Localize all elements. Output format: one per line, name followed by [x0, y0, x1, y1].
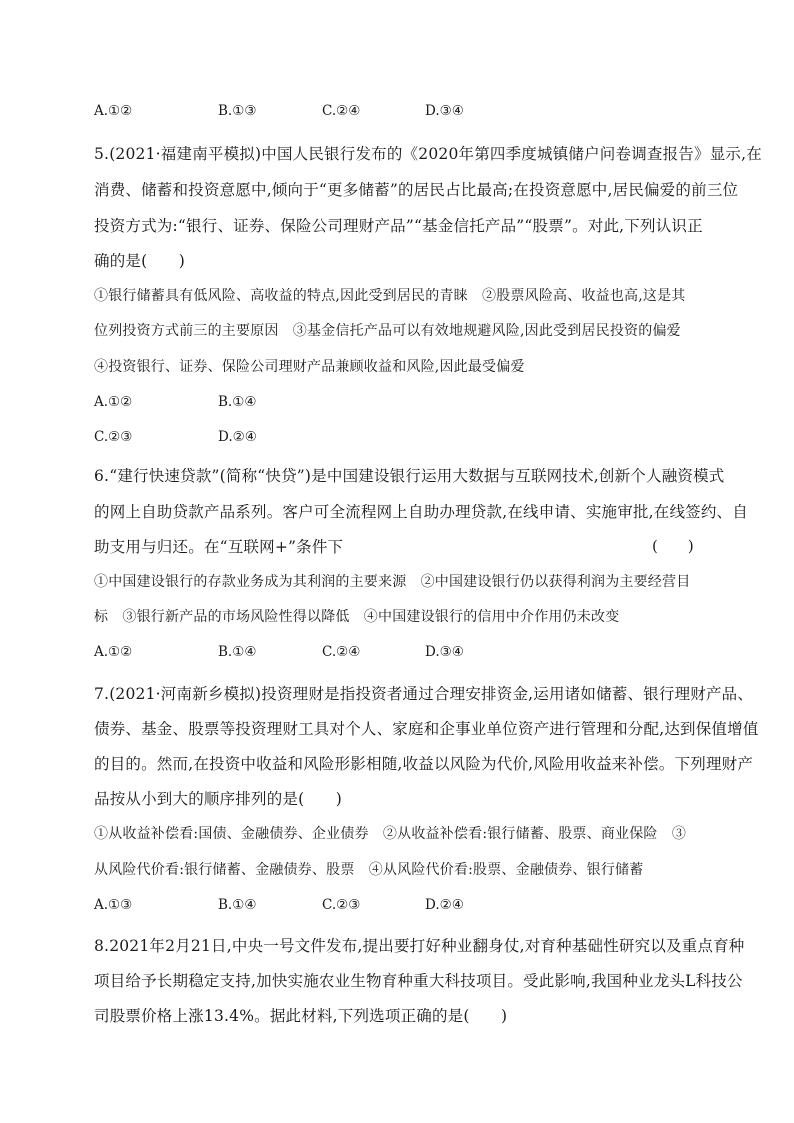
q7-stem-line: 债券、基金、股票等投资理财工具对个人、家庭和企事业单位资产进行管理和分配,达到保值增值	[94, 720, 759, 738]
q5-statement-line: ④投资银行、证券、保险公司理财产品兼顾收益和风险,因此最受偏爱	[94, 359, 525, 375]
q6-statement-line: ①中国建设银行的存款业务成为其利润的主要来源 ②中国建设银行仍以获得利润为主要经营目	[94, 574, 691, 590]
q7-option-c[interactable]: C.②③	[322, 897, 361, 913]
q6-answer-paren[interactable]: ( )	[652, 537, 694, 555]
option-c[interactable]: C.②④	[322, 103, 361, 119]
q7-option-a[interactable]: A.①③	[94, 897, 133, 913]
q8-stem-line: 8.2021年2月21日,中央一号文件发布,提出要打好种业翻身仗,对育种基础性研究以及重点育种	[94, 937, 745, 955]
q6-stem-line: 助支用与归还。在“互联网+”条件下	[94, 538, 344, 556]
option-d[interactable]: D.③④	[425, 103, 464, 119]
q5-option-a[interactable]: A.①②	[94, 394, 133, 410]
q7-statement-line: ①从收益补偿看:国债、金融债券、企业债券 ②从收益补偿看:银行储蓄、股票、商业保险 ③	[94, 826, 687, 842]
option-b[interactable]: B.①③	[218, 103, 257, 119]
q7-option-d[interactable]: D.②④	[425, 897, 464, 913]
q6-option-c[interactable]: C.②④	[322, 644, 361, 660]
q5-stem-line: 确的是( )	[94, 252, 185, 270]
q5-stem-line: 消费、储蓄和投资意愿中,倾向于“更多储蓄”的居民占比最高;在投资意愿中,居民偏爱的前三位	[94, 181, 739, 199]
q5-stem-line: 投资方式为:“银行、证券、保险公司理财产品”“基金信托产品”“股票”。对此,下列认识正	[94, 217, 703, 235]
q6-statement-line: 标 ③银行新产品的市场风险性得以降低 ④中国建设银行的信用中介作用仍未改变	[94, 609, 620, 625]
q6-option-b[interactable]: B.①④	[218, 644, 257, 660]
q7-option-b[interactable]: B.①④	[218, 897, 257, 913]
q6-stem-line: 的网上自助贷款产品系列。客户可全流程网上自助办理贷款,在线申请、实施审批,在线签约、自	[94, 503, 748, 521]
q7-stem-line: 7.(2021·河南新乡模拟)投资理财是指投资者通过合理安排资金,运用诸如储蓄、银行理财产品、	[94, 685, 754, 703]
q5-option-c[interactable]: C.②③	[94, 429, 133, 445]
q8-stem-line: 项目给予长期稳定支持,加快实施农业生物育种重大科技项目。受此影响,我国种业龙头L科技公	[94, 972, 743, 990]
q5-option-b[interactable]: B.①④	[218, 394, 257, 410]
q6-option-d[interactable]: D.③④	[425, 644, 464, 660]
option-a[interactable]: A.①②	[94, 103, 133, 119]
q7-stem-line: 的目的。然而,在投资中收益和风险形影相随,收益以风险为代价,风险用收益来补偿。下列理财产	[94, 755, 754, 773]
q6-option-a[interactable]: A.①②	[94, 644, 133, 660]
q5-statement-line: 位列投资方式前三的主要原因 ③基金信托产品可以有效地规避风险,因此受到居民投资的偏爱	[94, 323, 681, 339]
q6-stem-line: 6.“建行快速贷款”(简称“快贷”)是中国建设银行运用大数据与互联网技术,创新个人融资模式	[94, 467, 725, 485]
q5-stem-line: 5.(2021·福建南平模拟)中国人民银行发布的《2020年第四季度城镇储户问卷调查报告》显示,在	[94, 145, 762, 163]
q5-option-d[interactable]: D.②④	[218, 429, 257, 445]
q7-statement-line: 从风险代价看:银行储蓄、金融债券、股票 ④从风险代价看:股票、金融债券、银行储蓄	[94, 862, 644, 878]
q7-stem-line: 品按从小到大的顺序排列的是( )	[94, 790, 342, 808]
q8-stem-line: 司股票价格上涨13.4%。据此材料,下列选项正确的是( )	[94, 1007, 508, 1025]
q5-statement-line: ①银行储蓄具有低风险、高收益的特点,因此受到居民的青睐 ②股票风险高、收益也高,这是其	[94, 288, 686, 304]
